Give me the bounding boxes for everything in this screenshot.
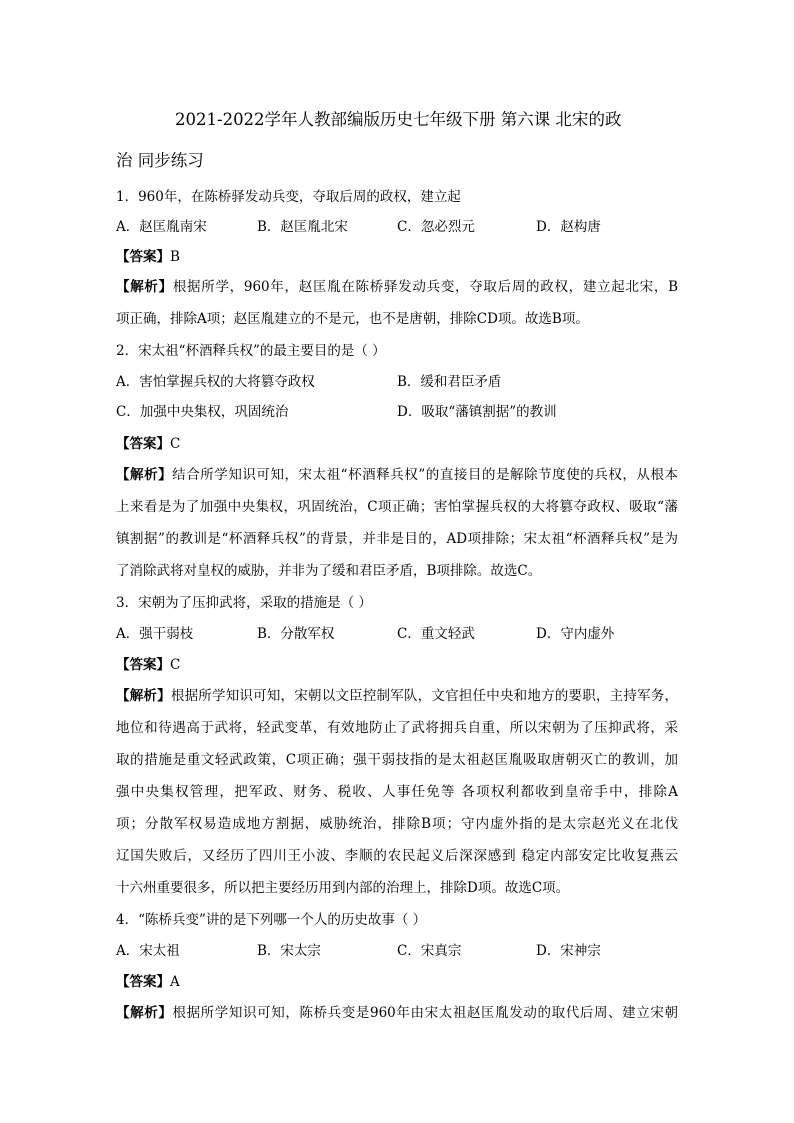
question-3-answer xyxy=(116,656,180,674)
question-2-option-d: D．吸取“藩镇割据”的教训 xyxy=(397,404,557,420)
question-4-analysis-line-1 xyxy=(116,1004,678,1023)
answer-label: 【答案】 xyxy=(116,974,170,990)
question-3-analysis-line-1 xyxy=(116,687,678,706)
analysis-text: 结合所学知识可知，宋太祖“杯酒释兵权”的直接目的是解除节度使的兵权，从根本 xyxy=(172,467,678,483)
question-3-analysis-line-7: 十六州重要很多，所以把主要经历用到内部的治理上，排除D项。故选C项。 xyxy=(116,880,570,896)
question-2-analysis-line-1 xyxy=(116,466,678,485)
analysis-label: 【解析】 xyxy=(116,279,173,295)
question-2-stem: 2．宋太祖“杯酒释兵权”的最主要目的是（ ） xyxy=(116,343,386,359)
analysis-text: 根据所学知识可知，宋朝以文臣控制军队，文官担任中央和地方的要职，主持军务， xyxy=(170,688,678,704)
document-title-line-2: 治 同步练习 xyxy=(116,151,204,170)
question-1-analysis-line-1 xyxy=(116,278,678,297)
answer-value: A xyxy=(170,974,180,990)
analysis-text: 根据所学，960年，赵匡胤在陈桥驿发动兵变，夺取后周的政权，建立起北宋，B xyxy=(172,279,678,295)
question-3-analysis-line-5: 项；分散军权易造成地方割据，威胁统治，排除B项；守内虚外指的是太宗赵光义在北伐 xyxy=(116,816,678,832)
question-1-stem: 1．960年，在陈桥驿发动兵变，夺取后周的政权，建立起 xyxy=(116,189,461,205)
question-2-analysis-line-2: 上来看是为了加强中央集权，巩固统治，C项正确；害怕掌握兵权的大将篡夺政权、吸取“藩 xyxy=(116,499,678,515)
analysis-label: 【解析】 xyxy=(116,688,171,704)
question-3-option-a: A．强干弱枝 xyxy=(116,626,194,642)
analysis-label: 【解析】 xyxy=(116,1005,173,1021)
answer-value: C xyxy=(170,436,181,452)
analysis-text: 根据所学知识可知，陈桥兵变是960年由宋太祖赵匡胤发动的取代后周、建立宋朝 xyxy=(172,1005,678,1021)
answer-label: 【答案】 xyxy=(116,657,170,673)
question-3-analysis-line-3: 取的措施是重文轻武政策，C项正确；强干弱技指的是太祖赵匡胤吸取唐朝灭亡的教训，加 xyxy=(116,752,678,768)
question-4-answer xyxy=(116,973,180,991)
question-4-option-a: A．宋太祖 xyxy=(116,943,180,959)
question-4-option-b: B．宋太宗 xyxy=(257,943,321,959)
answer-label: 【答案】 xyxy=(116,249,170,265)
question-1-option-c: C．忽必烈元 xyxy=(397,219,475,235)
question-1-option-b: B．赵匡胤北宋 xyxy=(257,219,348,235)
question-3-option-c: C．重文轻武 xyxy=(397,626,475,642)
question-2-analysis-line-4: 了消除武将对皇权的威胁，并非为了缓和君臣矛盾，B项排除。故选C。 xyxy=(116,563,542,579)
question-3-analysis-line-4: 强中央集权管理，把军政、财务、税收、人事任免等 各项权利都收到皇帝手中，排除A xyxy=(116,784,678,800)
question-1-analysis-line-2: 项正确，排除A项；赵匡胤建立的不是元，也不是唐朝，排除CD项。故选B项。 xyxy=(116,311,589,327)
question-3-option-b: B．分散军权 xyxy=(257,626,335,642)
answer-value: B xyxy=(170,249,180,265)
analysis-label: 【解析】 xyxy=(116,467,173,483)
question-1-option-d: D．赵构唐 xyxy=(536,219,601,235)
question-4-option-d: D．宋神宗 xyxy=(536,943,601,959)
question-2-answer xyxy=(116,435,180,453)
question-4-stem: 4．“陈桥兵变”讲的是下列哪一个人的历史故事（ ） xyxy=(116,912,427,928)
question-1-answer xyxy=(116,248,180,266)
answer-value: C xyxy=(170,657,181,673)
question-3-analysis-line-6: 辽国失败后，又经历了四川王小波、李顺的农民起义后深深感到 稳定内部安定比收复燕云 xyxy=(116,848,678,864)
question-2-option-b: B．缓和君臣矛盾 xyxy=(397,374,502,390)
answer-label: 【答案】 xyxy=(116,436,170,452)
document-title-line-1: 2021-2022学年人教部编版历史七年级下册 第六课 北宋的政 xyxy=(175,110,622,129)
question-3-option-d: D．守内虚外 xyxy=(536,626,615,642)
question-3-stem: 3．宋朝为了压抑武将，采取的措施是（ ） xyxy=(116,595,372,611)
question-1-option-a: A．赵匡胤南宋 xyxy=(116,219,207,235)
question-2-option-a: A．害怕掌握兵权的大将篡夺政权 xyxy=(116,374,315,390)
question-3-analysis-line-2: 地位和待遇高于武将，轻武变革，有效地防止了武将拥兵自重，所以宋朝为了压抑武将，采 xyxy=(116,720,678,736)
question-2-analysis-line-3: 镇割据”的教训是“杯酒释兵权”的背景，并非是目的，AD项排除；宋太祖“杯酒释兵权”是为 xyxy=(116,531,678,547)
question-4-option-c: C．宋真宗 xyxy=(397,943,462,959)
question-2-option-c: C．加强中央集权，巩固统治 xyxy=(116,404,289,420)
